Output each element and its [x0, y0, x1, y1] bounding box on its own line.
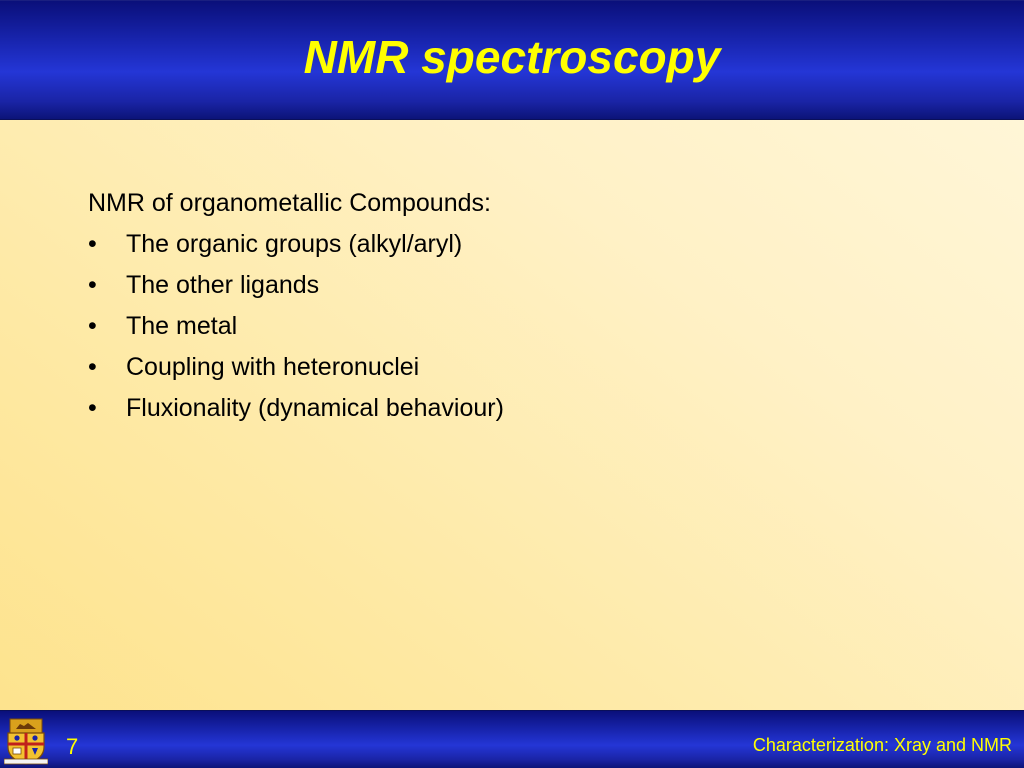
bullet-icon: • [88, 230, 97, 258]
slide-title: NMR spectroscopy [303, 31, 721, 83]
bullet-text: The metal [126, 312, 238, 340]
bullet-text: The other ligands [126, 271, 320, 299]
bullet-item [88, 265, 948, 306]
bullet-icon: • [88, 271, 97, 299]
presentation-title: Characterization: Xray and NMR [752, 735, 1012, 755]
intro-text: NMR of organometallic Compounds: [88, 189, 491, 217]
bullet-item [88, 347, 948, 388]
bullet-text: Coupling with heteronuclei [126, 353, 420, 381]
bullet-icon: • [88, 394, 97, 422]
slide-content [88, 183, 948, 429]
bullet-text: Fluxionality (dynamical behaviour) [126, 394, 504, 422]
bullet-icon: • [88, 312, 97, 340]
bullet-list [88, 224, 948, 429]
bullet-text: The organic groups (alkyl/aryl) [126, 230, 463, 258]
bullet-item [88, 388, 948, 429]
university-crest-icon [4, 717, 48, 765]
slide-header [0, 0, 1024, 120]
bullet-item [88, 306, 948, 347]
bullet-icon: • [88, 353, 97, 381]
page-number: 7 [66, 734, 79, 759]
slide-footer [0, 710, 1024, 768]
bullet-item [88, 224, 948, 265]
